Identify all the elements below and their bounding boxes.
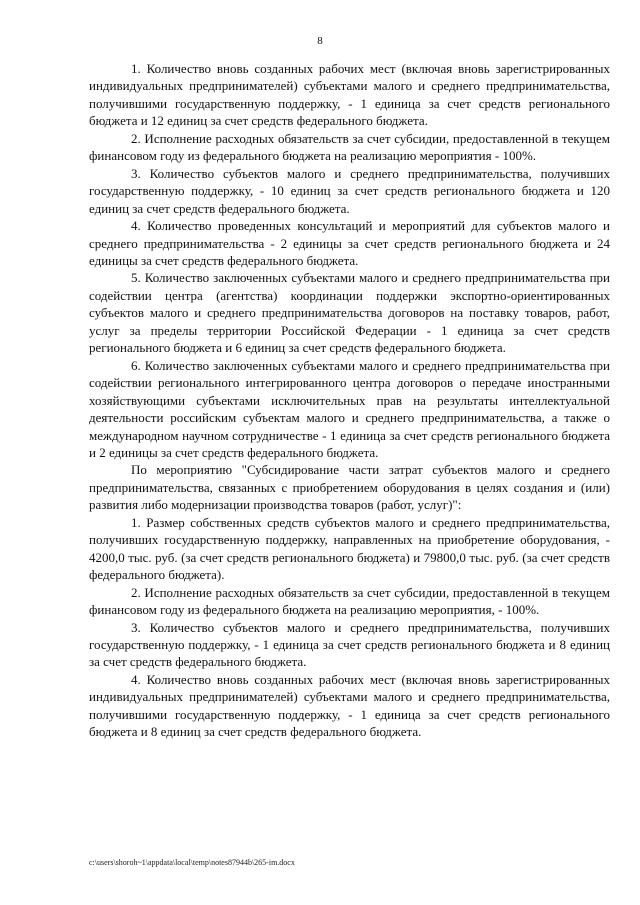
document-body	[89, 60, 610, 741]
page-number: 8	[317, 35, 323, 47]
paragraph: 4. Количество проведенных консультаций и мероприятий для субъектов малого и среднего предпринимательства - 2 единицы за счет средств регионального бюджета и 24 единицы за счет средств федерального бюджета.	[89, 218, 610, 268]
paragraph: 2. Исполнение расходных обязательств за счет субсидии, предоставленной в текущем финансовом году из федерального бюджета на реализацию мероприятия - 100%.	[89, 130, 610, 164]
paragraph: 1. Размер собственных средств субъектов малого и среднего предпринимательства, получивших государственную поддержку, направленных на приобретение оборудования, - 4200,0 тыс. руб. (за счет средств регионального бюджета) и 79800,0 тыс. руб. (за счет средств федерального бюджета).	[89, 514, 610, 583]
paragraph: 3. Количество субъектов малого и среднего предпринимательства, получивших государственную поддержку, - 1 единица за счет средств регионального бюджета и 8 единиц за счет средств федерального бюджета.	[89, 619, 610, 670]
section-heading-paragraph: По мероприятию "Субсидирование части затрат субъектов малого и среднего предпринимательства, связанных с приобретением оборудования в целях создания и (или) развития либо модернизации производства товаров (работ, услуг)":	[89, 462, 610, 513]
paragraph: 4. Количество вновь созданных рабочих мест (включая вновь зарегистрированных индивидуальных предпринимателей) субъектами малого и среднего предпринимательства, получившими государственную поддержку, - 1 единица за счет средств регионального бюджета и 8 единиц за счет средств федерального бюджета.	[89, 671, 610, 740]
paragraph: 6. Количество заключенных субъектами малого и среднего предпринимательства при содействии регионального интегрированного центра договоров о передаче иностранными хозяйствующими субъектами исключительных прав на результаты интеллектуальной деятельности российским субъектам малого и среднего предпринимательства, а также о международном научном сотрудничестве - 1 единица за счет средств регионального бюджета и 2 единицы за счет средств федерального бюджета.	[89, 357, 610, 460]
paragraph: 5. Количество заключенных субъектами малого и среднего предпринимательства при содействии центра (агентства) координации поддержки экспортно-ориентированных субъектов малого и среднего предпринимательства договоров на поставку товаров, работ, услуг за пределы территории Российской Федерации - 1 единица за счет средств регионального бюджета и 6 единиц за счет средств федерального бюджета.	[89, 270, 610, 356]
paragraph: 2. Исполнение расходных обязательств за счет субсидии, предоставленной в текущем финансовом году из федерального бюджета на реализацию мероприятия, - 100%.	[89, 584, 610, 618]
footer-file-path: c:\users\shoroh~1\appdata\local\temp\notes87944b\265-im.docx	[89, 858, 295, 867]
paragraph: 3. Количество субъектов малого и среднего предпринимательства, получивших государственную поддержку, - 10 единиц за счет средств регионального бюджета и 120 единиц за счет средств федерального бюджета.	[89, 165, 610, 216]
paragraph: 1. Количество вновь созданных рабочих мест (включая вновь зарегистрированных индивидуальных предпринимателей) субъектами малого и среднего предпринимательства, получившими государственную поддержку, - 1 единица за счет средств регионального бюджета и 12 единиц за счет средств федерального бюджета.	[89, 61, 610, 129]
